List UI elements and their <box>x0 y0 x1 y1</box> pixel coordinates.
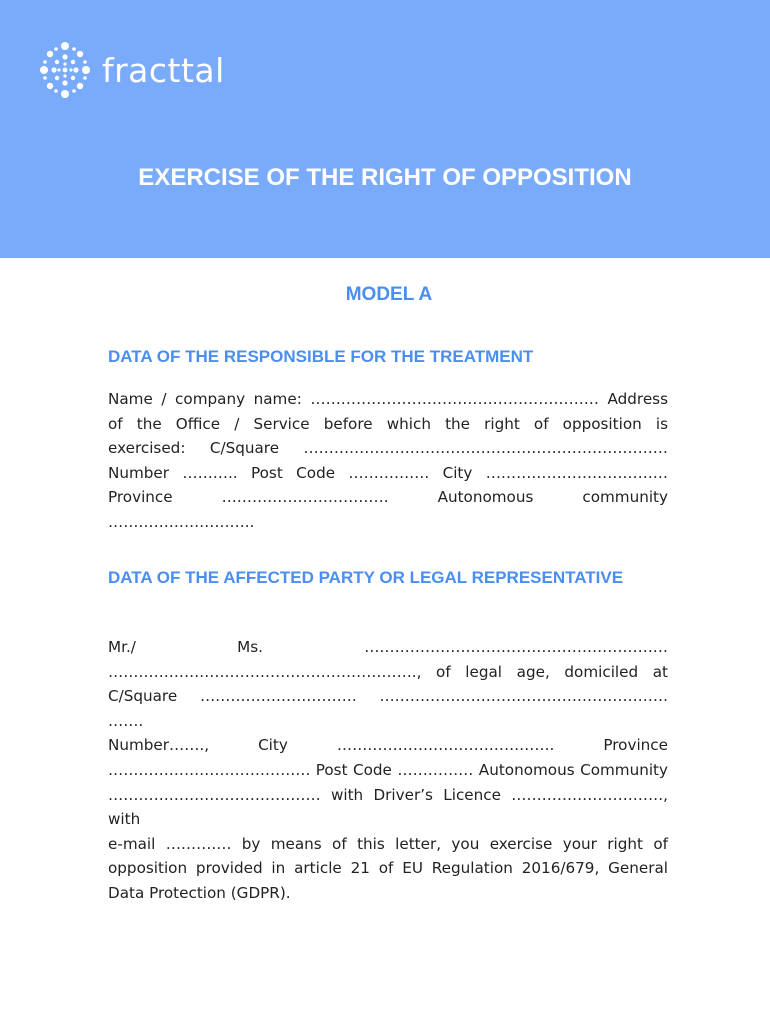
responsible-paragraph <box>108 387 668 535</box>
paragraph-line: of the Office / Service before which the right of opposition is <box>108 414 668 433</box>
section-heading-responsible: DATA OF THE RESPONSIBLE FOR THE TREATMENT <box>108 347 534 366</box>
fracttal-logo-icon <box>38 40 92 100</box>
paragraph-line: e-mail …………. by means of this letter, you exercise your right of <box>108 834 668 853</box>
paragraph-line: ……………………….. <box>108 512 255 531</box>
brand-name: fracttal <box>102 50 225 90</box>
paragraph-line: …………………………………. Post Code …………… Autonomous Community <box>108 760 668 779</box>
paragraph-line: C/Square …………………………. ………………………………………………… ……. <box>108 687 668 730</box>
paragraph-line: Mr./ Ms. …………………………………………………… <box>108 638 668 656</box>
affected-party-paragraph <box>108 635 668 906</box>
header-banner <box>0 0 770 258</box>
paragraph-line: opposition provided in article 21 of EU Regulation 2016/679, General <box>108 859 668 878</box>
section-heading-affected-party: DATA OF THE AFFECTED PARTY OR LEGAL REPRESENTATIVE <box>108 568 624 587</box>
paragraph-line: Number……., City ……………………………………. Province <box>108 736 668 755</box>
paragraph-line: exercised: C/Square ……………………………………………………………… <box>108 439 668 458</box>
paragraph-line: Province …………………………… Autonomous community <box>108 488 668 507</box>
paragraph-line: Number ……….. Post Code ……………. City ……………………………… <box>108 463 668 482</box>
model-label: MODEL A <box>345 284 433 305</box>
paragraph-line: …………………………………… with Driver’s Licence …………………………, with <box>108 785 668 829</box>
paragraph-line: Name / company name: ………………………………………………… Address <box>108 390 668 408</box>
paragraph-line: Data Protection (GDPR). <box>108 883 291 902</box>
paragraph-line: ……………………………………………………., of legal age, domiciled at <box>108 662 668 681</box>
page-title: EXERCISE OF THE RIGHT OF OPPOSITION <box>138 164 632 191</box>
brand-logo <box>38 40 225 100</box>
